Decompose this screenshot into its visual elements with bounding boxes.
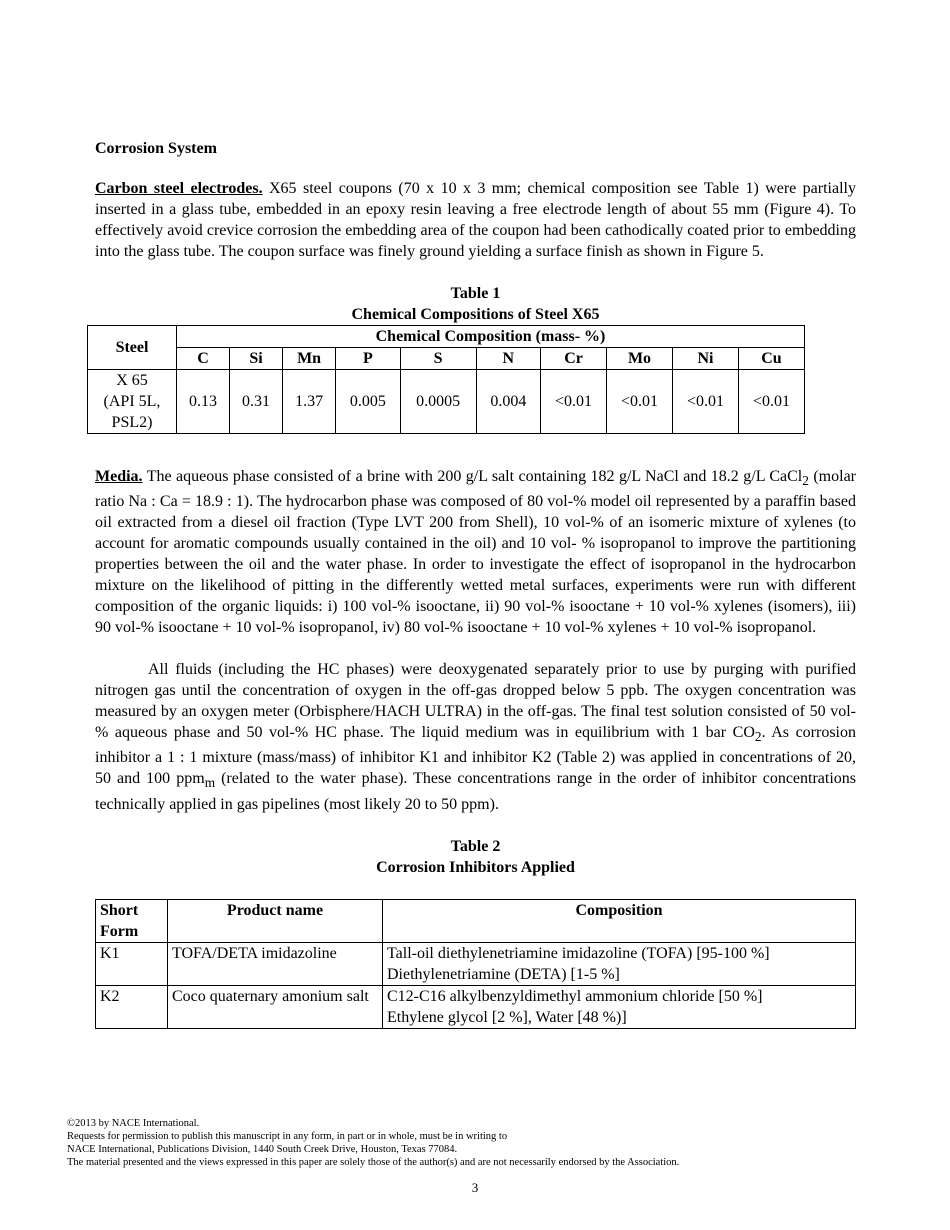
table2-product: TOFA/DETA imidazoline [168, 942, 383, 985]
page-number: 3 [471, 1180, 479, 1195]
table2-label: Table 2 [450, 837, 501, 855]
table2-composition [383, 942, 856, 985]
footer-line: The material presented and the views expressed in this paper are solely those of the author(s) and are not necessarily endorsed by the Association. [67, 1157, 680, 1168]
table1-element-header: Cu [738, 348, 804, 370]
table1-value: 1.37 [283, 370, 336, 434]
table1-title: Chemical Compositions of Steel X65 [351, 306, 600, 323]
table1-value: <0.01 [738, 370, 804, 434]
paragraph-text: All fluids (including the HC phases) were deoxygenated separately prior to use by purging with purified nitrogen gas until the concentration of oxygen in the off-gas dropped below 5 ppb. The oxygen concentration was measured by an oxygen meter (Orbisphere/HACH ULTRA) in the off-gas. The final test solution consisted of 50 vol-% aqueous phase and 50 vol-% HC phase. The liquid medium was in equilibrium with 1 bar CO [95, 661, 856, 742]
composition-line: Diethylenetriamine (DETA) [1-5 %] [387, 965, 620, 983]
footer-line: Requests for permission to publish this manuscript in any form, in part or in whole, must be in writing to [67, 1131, 508, 1142]
steel-name-line: PSL2) [111, 414, 153, 431]
composition-line: Tall-oil diethylenetriamine imidazoline (TOFA) [95-100 %] [387, 944, 770, 962]
table2-product: Coco quaternary amonium salt [168, 985, 383, 1028]
table1-element-header: Si [230, 348, 283, 370]
table1-element-header: Mo [607, 348, 673, 370]
table1-value: 0.004 [476, 370, 541, 434]
composition-line: C12-C16 alkylbenzyldimethyl ammonium chloride [50 %] [387, 987, 763, 1005]
table1-element-header: Mn [283, 348, 336, 370]
table1-steel-header: Steel [88, 326, 177, 370]
paragraph-text: X65 steel coupons (70 x 10 x 3 mm; chemical composition see Table 1) were partially inserted in a glass tube, embedded in an epoxy resin leaving a free electrode length of about 55 mm (Figure 4). To effectively avoid crevice corrosion the embedding area of the coupon had been cathodically coated prior to embedding into the glass tube. The coupon surface was finely ground yielding a surface finish as shown in Figure 5. [95, 180, 856, 260]
table1-element-header: S [400, 348, 476, 370]
paragraph-text: The aqueous phase consisted of a brine with 200 g/L salt containing 182 g/L NaCl and 18.2 g/L CaCl [142, 468, 803, 485]
paragraph-text: (related to the water phase). These concentrations range in the order of inhibitor concentrations technically applied in gas pipelines (most likely 20 to 50 ppm). [95, 770, 857, 813]
paragraph-lead-media: Media. [95, 468, 143, 485]
subscript: 2 [754, 729, 762, 745]
table1-value: <0.01 [607, 370, 673, 434]
table1-element-header: N [476, 348, 541, 370]
table2-header-short-form: Short Form [96, 899, 168, 942]
table2-short: K2 [96, 985, 168, 1028]
table-row [96, 985, 856, 1028]
table1-value: 0.005 [336, 370, 401, 434]
subscript: 2 [802, 473, 809, 489]
table1-value: 0.0005 [400, 370, 476, 434]
page-body [95, 138, 856, 1029]
table1-label: Table 1 [450, 285, 501, 302]
composition-line: Ethylene glycol [2 %], Water [48 %)] [387, 1008, 627, 1026]
table2-header-composition: Composition [383, 899, 856, 942]
paragraph-text: . As corrosion inhibitor a 1 : 1 mixture (mass/mass) of inhibitor K1 and inhibitor K2 (Table 2) was applied in concentrations of 20, 50 and 100 ppm [95, 724, 856, 788]
table2-header-product: Product name [168, 899, 383, 942]
table1-steel-name [88, 370, 177, 434]
paragraph-lead-carbon-steel: Carbon steel electrodes. [95, 180, 263, 197]
table2-short: K1 [96, 942, 168, 985]
table1-value: <0.01 [541, 370, 607, 434]
paragraph-media [95, 466, 856, 638]
table-inhibitors [95, 899, 856, 1029]
steel-name-line: (API 5L, [103, 393, 161, 410]
footer-line: NACE International, Publications Division, 1440 South Creek Drive, Houston, Texas 77084. [67, 1144, 458, 1155]
table1-element-header: Ni [673, 348, 739, 370]
table1-element-header: P [336, 348, 401, 370]
paragraph-fluids [95, 659, 856, 814]
table2-title: Corrosion Inhibitors Applied [376, 858, 575, 876]
footer-copyright: ©2013 by NACE International. [67, 1118, 200, 1129]
table1-element-header: Cr [541, 348, 607, 370]
table1-group-header: Chemical Composition (mass- %) [177, 326, 805, 348]
table2-composition [383, 985, 856, 1028]
paragraph-carbon-steel [95, 178, 856, 262]
table-steel-composition [87, 325, 805, 434]
subscript: m [204, 775, 216, 791]
table1-value: 0.13 [177, 370, 230, 434]
table1-value: <0.01 [673, 370, 739, 434]
table-row [88, 370, 805, 434]
table-row [96, 942, 856, 985]
footer [67, 1117, 679, 1169]
table1-element-header: C [177, 348, 230, 370]
paragraph-text: (molar ratio Na : Ca = 18.9 : 1). The hydrocarbon phase was composed of 80 vol-% model oil represented by a paraffin based oil extracted from a diesel oil fraction (Type LVT 200 from Shell), 10 vol-% of an isomeric mixture of xylenes (to account for aromatic compounds usually contained in the oil) and 10 vol- % isopropanol to improve the partitioning properties between the oil and the water phase. In order to investigate the effect of isopropanol in the hydrocarbon mixture on the likelihood of pitting in the differently wetted metal surfaces, experiments were run with different composition of the organic liquids: i) 100 vol-% isooctane, ii) 90 vol-% isooctane + 10 vol-% xylenes (isomers), iii) 90 vol-% isooctane + 10 vol-% isopropanol, iv) 80 vol-% isooctane + 10 vol-% xylenes + 10 vol-% isopropanol. [95, 468, 857, 637]
table1-value: 0.31 [230, 370, 283, 434]
steel-name-line: X 65 [116, 372, 148, 389]
section-title: Corrosion System [95, 140, 217, 157]
